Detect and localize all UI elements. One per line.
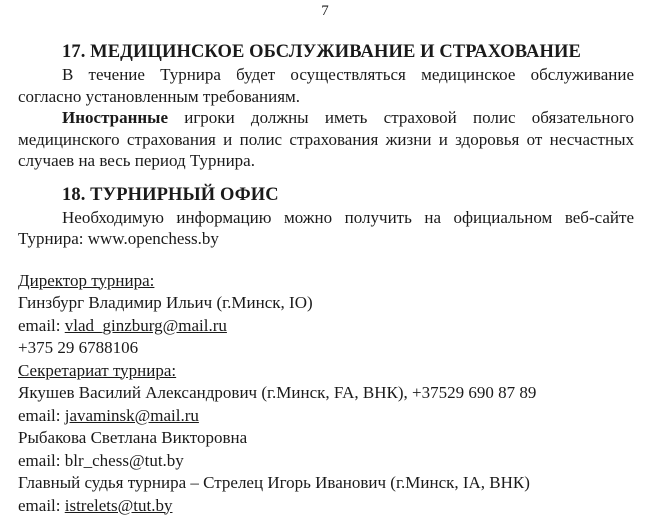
secretary-1-email-line: email: javaminsk@mail.ru xyxy=(18,405,199,425)
document-body xyxy=(18,41,634,517)
section-17-paragraph-2 xyxy=(18,107,634,172)
secretary-1-email-link[interactable]: javaminsk@mail.ru xyxy=(64,405,199,425)
section-17-title: 17. МЕДИЦИНСКОЕ ОБСЛУЖИВАНИЕ И СТРАХОВАНИЕ xyxy=(62,42,581,62)
section-17-paragraph-2-text: игроки должны иметь страховой полис обязательного медицинского страхования и полис страхования жизни и здоровья от несчастных случаев на весь период Турнира. xyxy=(18,108,634,170)
chief-arbiter: Главный судья турнира – Стрелец Игорь Иванович (г.Минск, IA, ВНК) xyxy=(18,473,530,492)
page-number: 7 xyxy=(321,3,329,19)
secretary-2: Рыбакова Светлана Викторовна xyxy=(18,428,248,447)
director-phone: +375 29 6788106 xyxy=(18,338,139,357)
chief-arbiter-email-line: email: istrelets@tut.by xyxy=(18,495,173,515)
director-label: Директор турнира: xyxy=(18,270,155,290)
chief-arbiter-email-link[interactable]: istrelets@tut.by xyxy=(64,495,173,515)
section-18-paragraph-1: Необходимую информацию можно получить на официальном веб-сайте Турнира: www.openchess.by xyxy=(18,207,634,248)
director-name: Гинзбург Владимир Ильич (г.Минск, IO) xyxy=(18,293,313,312)
director-email-line: email: vlad_ginzburg@mail.ru xyxy=(18,315,227,335)
secretariat-label: Секретариат турнира: xyxy=(18,360,177,380)
section-18-title: 18. ТУРНИРНЫЙ ОФИС xyxy=(62,184,279,205)
secretary-2-email-line: email: blr_chess@tut.by xyxy=(18,450,184,470)
section-17-paragraph-1: В течение Турнира будет осуществляться медицинское обслуживание согласно установленным требованиям. xyxy=(18,65,634,106)
foreign-emphasis: Иностранные xyxy=(62,108,168,127)
secretary-1: Якушев Василий Александрович (г.Минск, FA, ВНК), +37529 690 87 89 xyxy=(18,383,537,402)
secretary-2-email: blr_chess@tut.by xyxy=(64,450,184,470)
director-email-link[interactable]: vlad_ginzburg@mail.ru xyxy=(64,315,227,335)
